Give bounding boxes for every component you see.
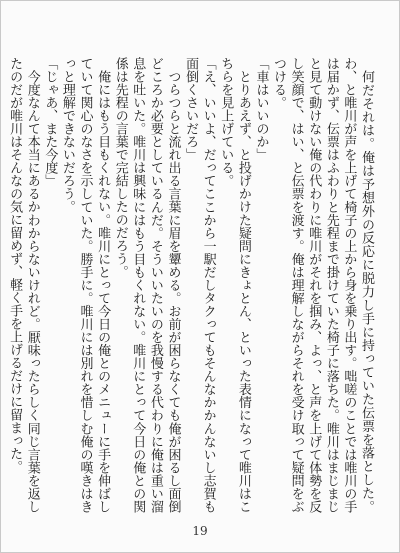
page-number: 19 [192, 524, 208, 538]
dialogue-2: 「え、いいよ、だってここから一駅だしタクってもそんなかかんないし志賀も面倒くさいだろ」 [183, 57, 216, 513]
paragraph-2: とりあえず、と投げかけた疑問にきょとん、といった表情になって唯川はこちらを見上げている。 [218, 57, 251, 513]
dialogue-1: 「車はいいのか」 [253, 57, 269, 161]
paragraph-3: つらつらと流れ出る言葉に眉を顰める。お前が困らなくても俺が困るし面倒どころか必要としているんだ。そういいたいのを我慢する代わりに俺は重い溜息を吐いた。唯川は興味にはもう目もくれない。唯川にとって今日の俺との関係は先程の言葉で完結したのだろう。 [112, 57, 181, 513]
paragraph-4: 俺にはもう目もくれない。唯川にとって今日の俺とのメニューに手を伸ばしていて関心のなさを示していた。勝手に。唯川には別れを惜しむ俺の嘆きはきっと理解できないだろう。 [59, 57, 111, 513]
vertical-body-text [7, 57, 375, 514]
dialogue-3: 「じゃあ、また今度」 [42, 57, 58, 187]
paragraph-5: 今度なんて本当にあるかわからないけれど。厭味ったらしく同じ言葉を返したのだが唯川はそんなの気に留めず、軽く手を上げるだけに留まった。 [7, 57, 40, 513]
paragraph-1: 何だそれは。俺は予想外の反応に脱力し手に持っていた伝票を落とした。わ、と唯川が声を上げて椅子の上から身を乗り出す。咄嗟のことでは唯川の手は届かず、伝票はふわりと先程まで掛けていた椅子に落ちた。唯川はまじまじと見て動けない俺の代わりに唯川がそれを掴み、よっ、と声を上げて体勢を反し笑顔で、はい、と伝票を渡す。俺は理解しながらそれを受け取って疑問をぶつける。 [271, 57, 374, 514]
